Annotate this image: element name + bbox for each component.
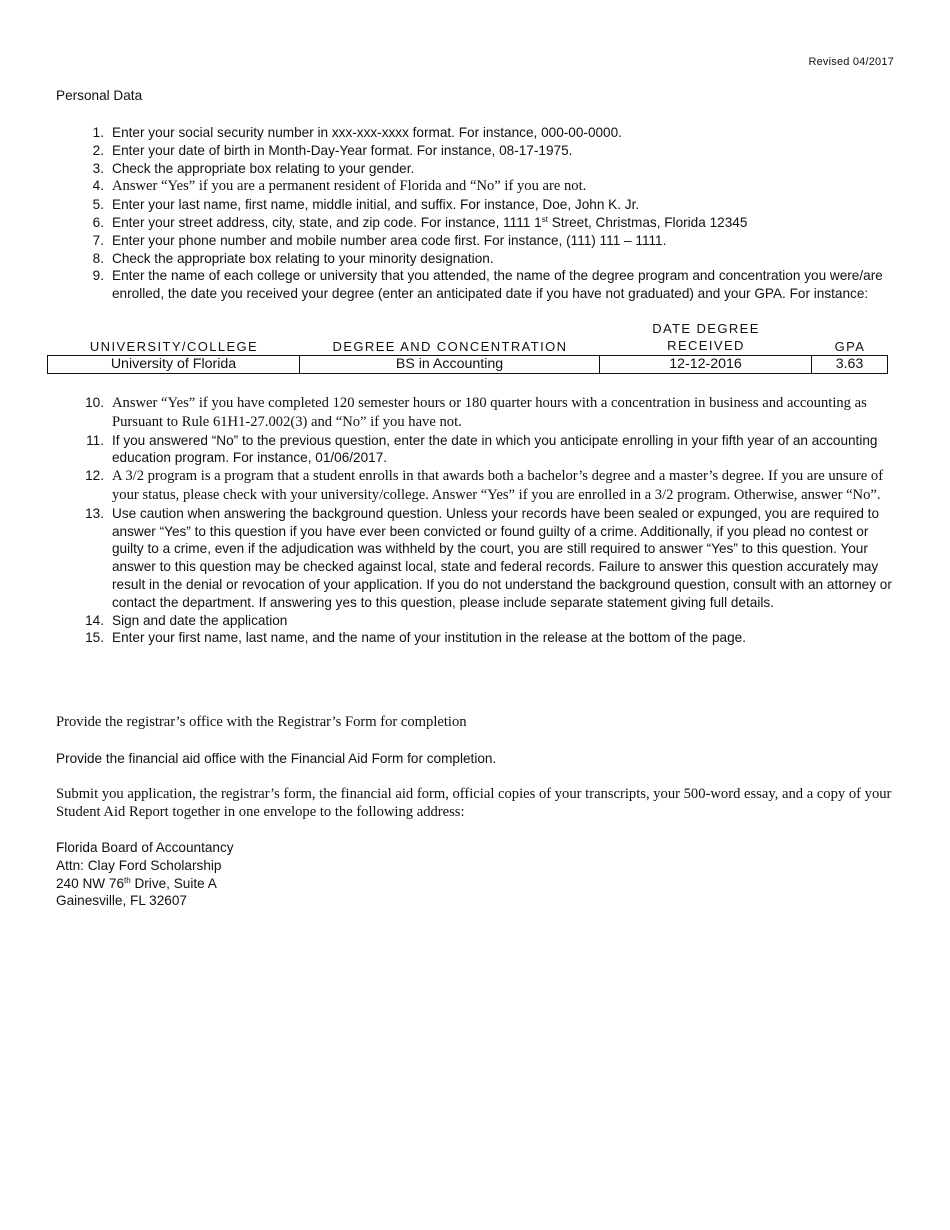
column-header-degree: DEGREE AND CONCENTRATION (332, 339, 568, 354)
table-row (48, 356, 888, 374)
list-item-text: Enter your social security number in xxx-xxx-xxxx format. For instance, 000-00-0000. (112, 125, 622, 140)
list-item-text: Answer “Yes” if you have completed 120 semester hours or 180 quarter hours with a concentration in business and accounting as Pursuant to Rule 61H1-27.002(3) and “No” if you have not. (112, 395, 867, 430)
list-item: 7. Enter your phone number and mobile number area code first. For instance, (111) 111 – 1111. (92, 232, 667, 248)
list-item-text: A 3/2 program is a program that a student enrolls in that awards both a bachelor’s degree and a master’s degree. If you are unsure of your status, please check with your university/college. Answer “Yes” if you are enrolled in a 3/2 program. Otherwise, answer “No”. (112, 468, 884, 503)
education-table (47, 355, 888, 374)
list-item: 13. Use caution when answering the background question. Unless your records have been sealed or expunged, you are required to answer “Yes” to this question if you have ever been convicted or found guilty of a crime. Additionally, if you plead no contest or guilty to a crime, even if the adjudication was withheld by the court, you are still required to answer “Yes” to this question. Your answer to this question may be checked against local, state and federal records. Failure to answer this question accurately may result in the denial or revocation of your application. If you do not understand the background question, consult with an attorney or contact the department. If answering yes to this question, please include separate statement giving full details. (85, 505, 892, 610)
cell-date: 12-12-2016 (600, 356, 812, 374)
column-header-date-line1: DATE DEGREE (652, 321, 760, 336)
column-header-date-line2: RECEIVED (667, 338, 745, 353)
list-item-text: Enter your first name, last name, and the name of your institution in the release at the bottom of the page. (112, 630, 746, 646)
list-item-text: Check the appropriate box relating to your minority designation. (112, 250, 494, 266)
superscript: st (541, 214, 548, 224)
list-item: 3. Check the appropriate box relating to your gender. (92, 160, 415, 176)
column-header-date (600, 320, 812, 354)
column-header-gpa: GPA (834, 339, 866, 354)
list-item: 8. Check the appropriate box relating to your minority designation. (92, 250, 494, 266)
list-item: 10. Answer “Yes” if you have completed 120 semester hours or 180 quarter hours with a concentration in business and accounting as Pursuant to Rule 61H1-27.002(3) and “No” if you have not. (85, 395, 867, 430)
list-item: 5. Enter your last name, first name, middle initial, and suffix. For instance, Doe, John K. Jr. (92, 197, 640, 213)
list-item: 1. Enter your social security number in xxx-xxx-xxxx format. For instance, 000-00-0000. (92, 125, 622, 140)
list-item-text: Enter your phone number and mobile number area code first. For instance, (111) 111 – 1111. (112, 232, 667, 248)
list-item-text: Answer “Yes” if you are a permanent resident of Florida and “No” if you are not. (112, 178, 587, 195)
list-item-text: Use caution when answering the background question. Unless your records have been sealed or expunged, you are required to answer “Yes” to this question if you have ever been convicted or found guilty of a crime. Additionally, if you plead no contest or guilty to a crime, even if the adjudication was withheld by the court, you are still required to answer “Yes” to this question. Your answer to this question may be checked against local, state and federal records. Failure to answer this question accurately may result in the denial or revocation of your application. If you do not understand the background question, consult with an attorney or contact the department. If answering yes to this question, please include separate statement giving full details. (112, 505, 892, 610)
address-line: Florida Board of Accountancy (56, 840, 234, 855)
list-item: 14. Sign and date the application (85, 612, 288, 628)
list-item-text: Enter the name of each college or university that you attended, the name of the degree program and concentration you were/are enrolled, the date you received your degree (enter an anticipated date if you have not graduated) and your GPA. For instance: (112, 268, 883, 302)
list-item-text-cont: Street, Christmas, Florida 12345 (547, 214, 748, 230)
list-item-text: Sign and date the application (112, 612, 288, 628)
address-line: Gainesville, FL 32607 (56, 893, 187, 909)
list-item: 9. Enter the name of each college or university that you attended, the name of the degree program and concentration you were/are enrolled, the date you received your degree (enter an anticipated date if you have not graduated) and your GPA. For instance: (92, 268, 883, 302)
cell-gpa: 3.63 (812, 356, 888, 374)
address-line: Attn: Clay Ford Scholarship (56, 857, 222, 873)
list-item-text: Enter your last name, first name, middle initial, and suffix. For instance, Doe, John K. Jr. (112, 197, 640, 213)
list-item-text: Check the appropriate box relating to your gender. (112, 160, 415, 176)
list-item: 4. Answer “Yes” if you are a permanent resident of Florida and “No” if you are not. (92, 178, 587, 195)
section-title: Personal Data (56, 88, 143, 103)
list-item: 6. Enter your street address, city, state, and zip code. For instance, 1111 1st Street, Christmas, Florida 12345 (92, 214, 748, 230)
revised-date: Revised 04/2017 (808, 56, 894, 68)
cell-degree: BS in Accounting (300, 356, 600, 374)
list-item: 12. A 3/2 program is a program that a student enrolls in that awards both a bachelor’s degree and a master’s degree. If you are unsure of your status, please check with your university/college. Answer “Yes” if you are enrolled in a 3/2 program. Otherwise, answer “No”. (85, 468, 884, 503)
list-item: 15. Enter your first name, last name, and the name of your institution in the release at the bottom of the page. (85, 630, 746, 646)
instruction-list-part2 (56, 394, 896, 647)
list-item-text: Enter your date of birth in Month-Day-Year format. For instance, 08-17-1975. (112, 142, 573, 158)
superscript: th (124, 875, 131, 885)
address-line: 240 NW 76th Drive, Suite A (56, 875, 217, 891)
financial-aid-paragraph: Provide the financial aid office with the Financial Aid Form for completion. (56, 751, 497, 766)
column-header-university: UNIVERSITY/COLLEGE (89, 339, 259, 354)
list-item: 11. If you answered “No” to the previous question, enter the date in which you anticipate enrolling in your fifth year of an accounting education program. For instance, 01/06/2017. (86, 432, 878, 466)
list-item-text: If you answered “No” to the previous question, enter the date in which you anticipate enrolling in your fifth year of an accounting education program. For instance, 01/06/2017. (112, 432, 878, 466)
list-item-text: Enter your street address, city, state, and zip code. For instance, 1111 1 (112, 214, 542, 230)
cell-university: University of Florida (48, 356, 300, 374)
registrar-paragraph: Provide the registrar’s office with the Registrar’s Form for completion (56, 714, 467, 730)
submit-paragraph: Submit you application, the registrar’s form, the financial aid form, official copies of your transcripts, your 500-word essay, and a copy of your Student Aid Report together in one envelope to the following address: (56, 786, 892, 820)
instruction-list-part1 (56, 124, 896, 303)
list-item: 2. Enter your date of birth in Month-Day-Year format. For instance, 08-17-1975. (92, 142, 573, 158)
mailing-address (56, 839, 234, 910)
